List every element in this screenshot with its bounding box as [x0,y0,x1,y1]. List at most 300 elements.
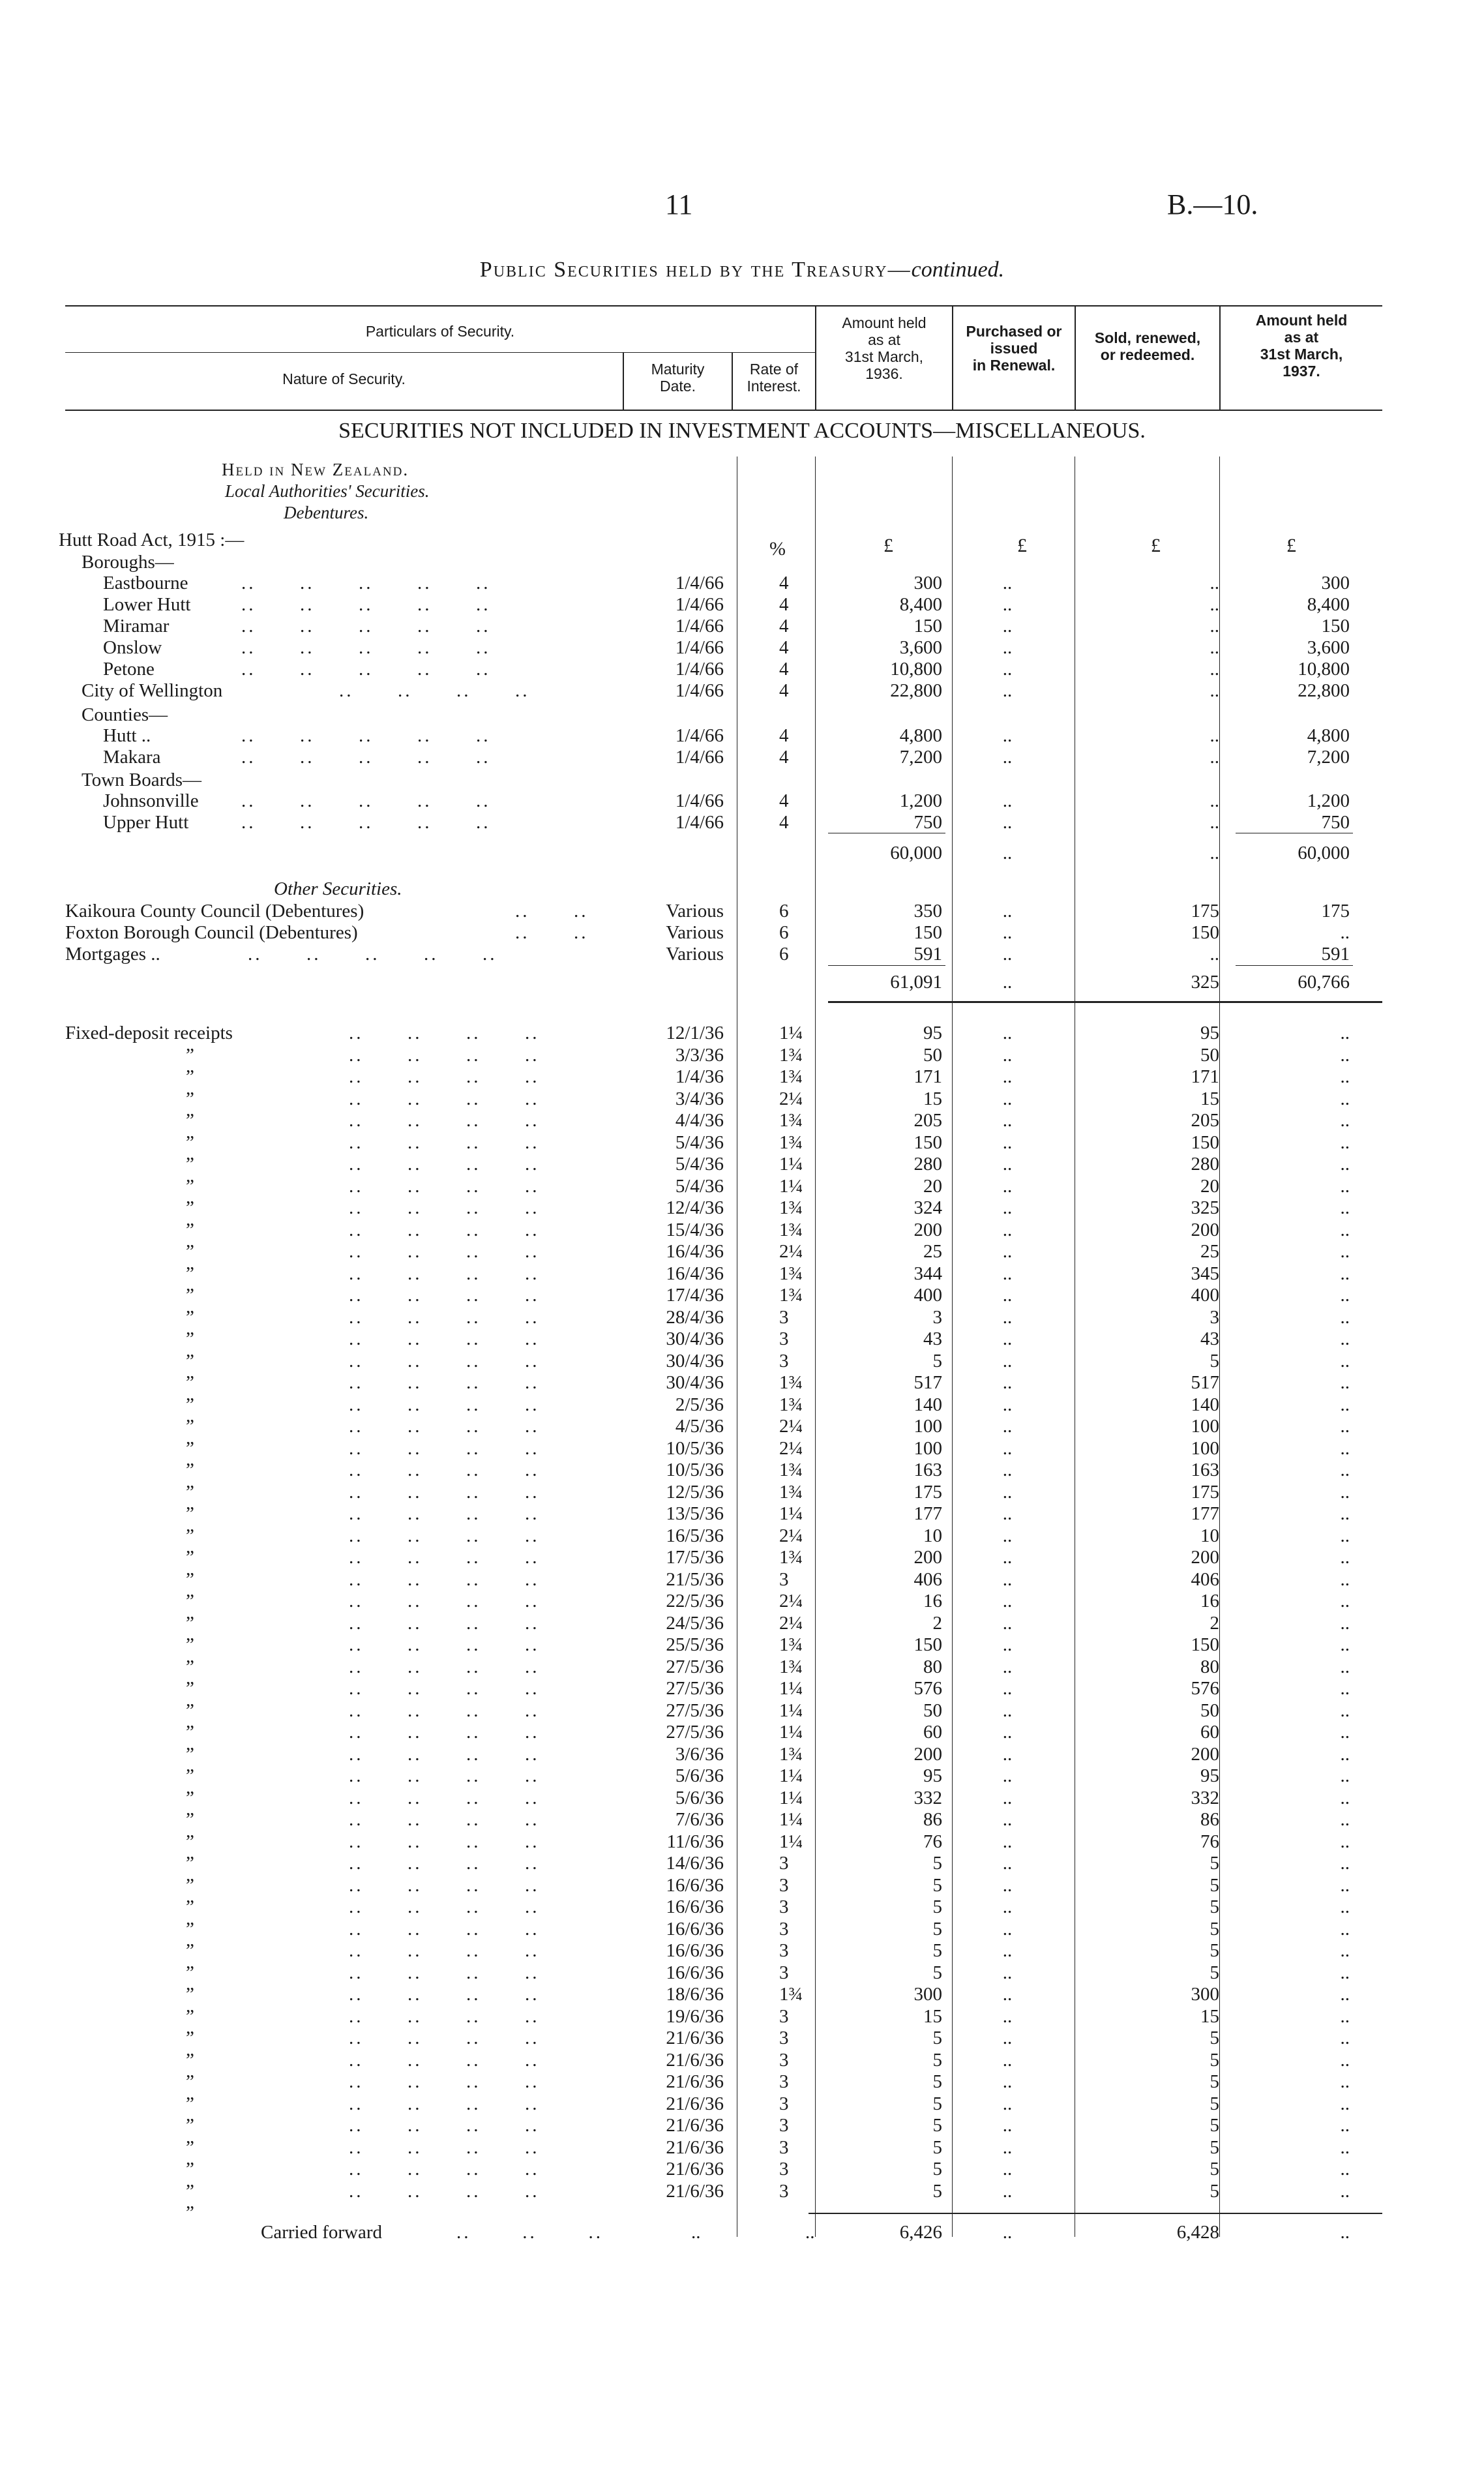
row-amount-1937: .. [1340,1831,1350,1852]
row-amount-1936: 5 [932,2181,942,2202]
row-amount-1936: 25 [923,1241,942,1262]
table-row [0,1788,1484,1809]
row-amount-1936: 8,400 [899,594,942,615]
row-purchased: .. [1002,1634,1013,1655]
row-sold: 80 [1200,1656,1219,1677]
row-amount-1937: 175 [1321,901,1350,921]
title-main: Public Securities held by the Treasury— [479,258,912,282]
leader-dots: .. .. .. .. [349,1088,540,1109]
row-purchased: .. [1002,1765,1013,1786]
leader-dots: .. .. .. .. [349,1045,540,1066]
row-sold: 406 [1191,1569,1219,1590]
row-purchased: .. [1002,1853,1013,1874]
header-mid-rule [65,352,815,353]
header-sold: Sold, renewed, or redeemed. [1094,329,1201,363]
leader-dots: .. .. .. .. [349,1197,540,1218]
table-row [0,1023,1484,1044]
row-rate: 3 [779,2071,789,2092]
subhead-held: Held in New Zealand. [222,460,409,479]
header-purchased: Purchased or issued in Renewal. [966,323,1062,374]
row-amount-1937: .. [1340,2115,1350,2136]
row-rate: 1¾ [779,1656,803,1677]
row-sold: 5 [1209,1853,1219,1874]
row-rate: 3 [779,1569,789,1590]
row-maturity: 13/5/36 [666,1503,724,1524]
row-rate: 3 [779,2181,789,2202]
leader-dots: .. .. .. .. [349,2050,540,2071]
row-sold: 205 [1191,1110,1219,1131]
row-maturity: 27/5/36 [666,1656,724,1677]
row-amount-1937: .. [1340,1394,1350,1415]
row-sold: 5 [1209,2071,1219,2092]
row-amount-1936: 1,200 [899,790,942,811]
row-sold: 5 [1209,2137,1219,2158]
leader-dots: .. .. .. .. [349,1307,540,1328]
row-amount-1936: 750 [913,812,942,833]
subtotal2-double-rule [828,1001,1382,1003]
row-amount-1936: 5 [932,1875,942,1896]
row-label: City of Wellington [82,680,223,701]
row-maturity: 16/6/36 [666,1940,724,1961]
row-purchased: .. [1002,637,1013,658]
row-maturity: 30/4/36 [666,1372,724,1393]
row-amount-1936: 150 [913,616,942,636]
leader-dots: .. .. .. .. [349,1547,540,1568]
row-amount-1937: .. [1340,1351,1350,1371]
row-purchased: .. [1002,659,1013,680]
row-sold: 95 [1200,1023,1219,1043]
row-amount-1937: .. [1340,1176,1350,1197]
row-maturity: 21/6/36 [666,2050,724,2071]
row-maturity: 3/3/36 [675,1045,724,1066]
leader-dots: .. .. .. .. [349,1023,540,1043]
row-amount-1936: 177 [913,1503,942,1524]
row-sold: 345 [1191,1263,1219,1284]
row-sold: 400 [1191,1285,1219,1306]
row-maturity: 17/5/36 [666,1547,724,1568]
row-maturity: 21/6/36 [666,2115,724,2136]
row-sold: 100 [1191,1438,1219,1459]
leader-dots: .. .. .. .. [349,1656,540,1677]
row-rate: 4 [779,725,789,746]
row-purchased: .. [1002,1351,1013,1371]
row-maturity: 21/6/36 [666,2137,724,2158]
row-rate: 1¼ [779,1788,803,1808]
leader-dots: .. .. .. .. [349,1853,540,1874]
leader-dots: .. .. .. .. [349,1940,540,1961]
leader-dots: .. .. .. .. [349,1700,540,1721]
row-purchased: .. [1002,812,1013,833]
carried-1937: .. [1340,2222,1350,2243]
subtotal1-purchased: .. [1002,843,1013,863]
ditto-mark: ” [186,1110,194,1131]
row-purchased: .. [1002,2181,1013,2202]
table-row [0,1482,1484,1503]
row-amount-1936: 163 [913,1460,942,1480]
row-label: Foxton Borough Council (Debentures) [65,922,358,943]
row-amount-1937: .. [1340,1984,1350,2005]
row-sold: 5 [1209,2181,1219,2202]
row-rate: 1¾ [779,1634,803,1655]
row-purchased: .. [1002,1263,1013,1284]
row-amount-1936: 5 [932,1940,942,1961]
subtotal2-rule-1936 [828,965,945,966]
row-purchased: .. [1002,1066,1013,1087]
table-row [0,1154,1484,1175]
row-amount-1936: 22,800 [890,680,942,701]
row-sold: 60 [1200,1722,1219,1743]
row-amount-1937: 150 [1321,616,1350,636]
row-amount-1937: .. [1340,2050,1350,2071]
row-purchased: .. [1002,1678,1013,1699]
leader-dots: .. .. .. .. [349,1831,540,1852]
ditto-mark: ” [186,2181,194,2202]
row-rate: 6 [779,944,789,965]
row-amount-1936: 43 [923,1328,942,1349]
row-amount-1936: 5 [932,2028,942,2048]
row-purchased: .. [1002,1176,1013,1197]
row-amount-1936: 95 [923,1765,942,1786]
leader-dots: .. .. .. .. [349,1678,540,1699]
leader-dots: .. .. .. .. [349,1591,540,1611]
row-amount-1936: 205 [913,1110,942,1131]
row-maturity: Various [666,922,724,943]
row-maturity: 10/5/36 [666,1438,724,1459]
row-amount-1936: 3,600 [899,637,942,658]
row-sold: 150 [1191,1132,1219,1153]
row-sold: .. [1209,790,1219,811]
row-amount-1937: .. [1340,1110,1350,1131]
table-row [0,922,1484,944]
section-heading: SECURITIES NOT INCLUDED IN INVESTMENT ACCOUNTS—MISCELLANEOUS. [338,419,1146,443]
ditto-mark: ” [186,1591,194,1611]
row-amount-1936: 4,800 [899,725,942,746]
leader-dots: .. .. .. .. .. [241,659,491,680]
subtotal1-1937: 60,000 [1298,843,1350,863]
table-row [0,659,1484,680]
row-amount-1936: 15 [923,1088,942,1109]
row-label: Makara [103,747,161,768]
row-sold: 43 [1200,1328,1219,1349]
row-purchased: .. [1002,2028,1013,2048]
table-row [0,1744,1484,1765]
row-amount-1937: .. [1340,2137,1350,2158]
header-maturity: Maturity Date. [651,361,705,395]
row-amount-1936: 5 [932,1896,942,1917]
row-maturity: 5/4/36 [675,1132,724,1153]
row-maturity: 16/5/36 [666,1525,724,1546]
row-sold: 5 [1209,2159,1219,2179]
leader-dots: .. .. .. .. .. [241,616,491,636]
row-amount-1936: 150 [913,1132,942,1153]
leader-dots: .. .. .. .. [349,1176,540,1197]
row-amount-1937: .. [1340,1066,1350,1087]
row-amount-1937: 1,200 [1307,790,1350,811]
table-row [0,1525,1484,1547]
row-sold: 25 [1200,1241,1219,1262]
row-rate: 1¼ [779,1503,803,1524]
row-amount-1936: 171 [913,1066,942,1087]
row-rate: 1¼ [779,1700,803,1721]
ditto-mark: ” [186,1066,194,1087]
row-maturity: 1/4/66 [675,659,724,680]
row-amount-1937: 591 [1321,944,1350,965]
table-row [0,637,1484,659]
row-amount-1936: 5 [932,2093,942,2114]
row-amount-1936: 5 [932,1351,942,1371]
row-rate: 3 [779,1351,789,1371]
row-rate: 1¾ [779,1045,803,1066]
row-sold: 50 [1200,1700,1219,1721]
table-row [0,2137,1484,2159]
row-purchased: .. [1002,1088,1013,1109]
pound-unit-purchased: £ [1017,535,1027,556]
row-rate: 3 [779,2137,789,2158]
row-maturity: 1/4/66 [675,637,724,658]
row-amount-1936: 576 [913,1678,942,1699]
leader-dots: .. .. .. .. [349,1765,540,1786]
page-number: 11 [665,188,693,220]
row-sold: .. [1209,944,1219,965]
row-amount-1936: 400 [913,1285,942,1306]
ditto-mark: ” [186,1328,194,1349]
row-purchased: .. [1002,1984,1013,2005]
row-sold: 5 [1209,1919,1219,1939]
row-amount-1937: 4,800 [1307,725,1350,746]
row-purchased: .. [1002,944,1013,965]
leader-dots: .. .. .. .. [349,1438,540,1459]
row-purchased: .. [1002,2050,1013,2071]
row-maturity: 21/6/36 [666,2093,724,2114]
ditto-mark: ” [186,2028,194,2048]
row-rate: 2¼ [779,1088,803,1109]
row-maturity: 16/6/36 [666,1919,724,1939]
row-maturity: 1/4/66 [675,573,724,593]
row-rate: 2¼ [779,1613,803,1634]
row-label: Mortgages .. [65,944,160,965]
row-rate: 1¾ [779,1460,803,1480]
row-rate: 4 [779,573,789,593]
row-maturity: Various [666,901,724,921]
row-rate: 1¾ [779,1197,803,1218]
ditto-mark: ” [186,1788,194,1808]
row-purchased: .. [1002,2115,1013,2136]
row-amount-1937: .. [1340,2006,1350,2027]
row-rate: 3 [779,1919,789,1939]
ditto-mark: ” [186,1875,194,1896]
row-rate: 4 [779,812,789,833]
leader-dots: .. .. .. .. [349,2159,540,2179]
row-purchased: .. [1002,594,1013,615]
row-amount-1936: 280 [913,1154,942,1175]
row-purchased: .. [1002,1132,1013,1153]
row-amount-1936: 76 [923,1831,942,1852]
row-rate: 4 [779,747,789,768]
row-maturity: 27/5/36 [666,1722,724,1743]
header-amount-1937: Amount held as at 31st March, 1937. [1255,312,1348,380]
subhead-debentures: Debentures. [284,503,369,522]
ditto-mark: ” [186,1853,194,1874]
pound-unit-1937: £ [1286,535,1296,556]
row-sold: 171 [1191,1066,1219,1087]
row-maturity: 5/4/36 [675,1154,724,1175]
row-sold: .. [1209,812,1219,833]
row-purchased: .. [1002,2071,1013,2092]
row-maturity: 5/4/36 [675,1176,724,1197]
leader-dots: .. .. .. .. [349,1525,540,1546]
row-amount-1937: .. [1340,1525,1350,1546]
row-maturity: 12/1/36 [666,1023,724,1043]
row-amount-1937: .. [1340,1722,1350,1743]
row-maturity: 11/6/36 [666,1831,724,1852]
row-amount-1936: 5 [932,2050,942,2071]
leader-dots: .. .. .. .. [339,680,530,701]
row-purchased: .. [1002,922,1013,943]
row-amount-1936: 175 [913,1482,942,1503]
row-rate: 4 [779,616,789,636]
row-rate: 1¾ [779,1482,803,1503]
row-sold: 177 [1191,1503,1219,1524]
row-amount-1937: .. [1340,922,1350,943]
row-maturity: 1/4/66 [675,616,724,636]
ditto-mark: ” [186,1765,194,1786]
leader-dots: .. .. .. .. [349,1132,540,1153]
leader-dots: .. .. .. .. [349,2115,540,2136]
row-sold: 76 [1200,1831,1219,1852]
table-row [0,1372,1484,1394]
table-row [0,1416,1484,1437]
row-rate: 4 [779,790,789,811]
table-row [0,1656,1484,1678]
row-amount-1937: .. [1340,1853,1350,1874]
row-amount-1937: .. [1340,1919,1350,1939]
row-amount-1937: .. [1340,1613,1350,1634]
row-amount-1936: 300 [913,573,942,593]
row-maturity: Various [666,944,724,965]
row-amount-1936: 5 [932,2115,942,2136]
row-amount-1936: 200 [913,1547,942,1568]
row-sold: 5 [1209,1962,1219,1983]
leader-dots: .. .. [515,922,589,943]
table-row [0,1831,1484,1853]
row-purchased: .. [1002,1547,1013,1568]
row-amount-1937: 3,600 [1307,637,1350,658]
row-amount-1937: .. [1340,1896,1350,1917]
row-maturity: 15/4/36 [666,1220,724,1240]
row-rate: 4 [779,659,789,680]
row-sold: 16 [1200,1591,1219,1611]
group-counties: Counties— [82,704,168,725]
ditto-mark: ” [186,1045,194,1066]
row-amount-1936: 100 [913,1416,942,1437]
row-amount-1937: .. [1340,2071,1350,2092]
ditto-mark: ” [186,1503,194,1524]
ditto-mark: ” [186,1613,194,1634]
row-rate: 4 [779,594,789,615]
subtotal2-purchased: .. [1002,972,1013,993]
row-purchased: .. [1002,1722,1013,1743]
row-amount-1936: 16 [923,1591,942,1611]
row-purchased: .. [1002,1503,1013,1524]
row-sold: 5 [1209,1896,1219,1917]
ditto-mark: ” [186,1634,194,1655]
ditto-mark: ” [186,2006,194,2027]
leader-dots: .. .. .. .. [349,1066,540,1087]
row-amount-1937: .. [1340,2093,1350,2114]
row-sold: 5 [1209,2115,1219,2136]
ditto-mark: ” [186,1809,194,1830]
row-rate: 1¼ [779,1176,803,1197]
table-row [0,812,1484,833]
row-amount-1937: .. [1340,1503,1350,1524]
row-rate: 4 [779,680,789,701]
row-sold: .. [1209,725,1219,746]
row-sold: 3 [1209,1307,1219,1328]
row-rate: 3 [779,2115,789,2136]
table-row [0,1722,1484,1743]
row-rate: 3 [779,2050,789,2071]
table-row [0,1678,1484,1700]
row-amount-1936: 150 [913,922,942,943]
leader-dots: .. .. .. .. [349,1220,540,1240]
carried-dots: .. .. .. [456,2222,603,2243]
row-sold: .. [1209,573,1219,593]
carried-1936: 6,426 [899,2222,942,2243]
ditto-mark: ” [186,1919,194,1939]
row-label: Hutt .. [103,725,151,746]
row-amount-1937: .. [1340,1023,1350,1043]
row-rate: 1¼ [779,1154,803,1175]
leader-dots: .. .. .. .. [349,1634,540,1655]
leader-dots: .. .. .. .. [349,1896,540,1917]
row-maturity: 28/4/36 [666,1307,724,1328]
row-maturity: 21/6/36 [666,2028,724,2048]
row-maturity: 1/4/66 [675,812,724,833]
row-rate: 1¾ [779,1547,803,1568]
leader-dots: .. .. .. .. [349,1154,540,1175]
row-sold: 200 [1191,1220,1219,1240]
row-purchased: .. [1002,1372,1013,1393]
ditto-mark: ” [186,1285,194,1306]
row-rate: 3 [779,1307,789,1328]
ditto-mark: ” [186,1525,194,1546]
row-maturity: 1/4/36 [675,1066,724,1087]
row-maturity: 1/4/66 [675,747,724,768]
row-amount-1936: 100 [913,1438,942,1459]
subtotal2-rule-1937 [1236,965,1353,966]
row-sold: 150 [1191,1634,1219,1655]
leader-dots: .. .. .. .. [349,1503,540,1524]
row-amount-1936: 50 [923,1700,942,1721]
ditto-mark: ” [186,2050,194,2071]
row-amount-1937: .. [1340,1132,1350,1153]
row-amount-1936: 300 [913,1984,942,2005]
subtotal1-sold: .. [1209,843,1219,863]
ditto-mark: ” [186,1154,194,1175]
row-purchased: .. [1002,1700,1013,1721]
table-row [0,2115,1484,2136]
group-boroughs: Boroughs— [82,552,174,573]
table-row [0,2006,1484,2028]
leader-dots: .. .. .. .. [349,1460,540,1480]
row-purchased: .. [1002,1154,1013,1175]
title-continued: continued. [911,258,1005,282]
row-amount-1937: .. [1340,1569,1350,1590]
row-purchased: .. [1002,1307,1013,1328]
table-row [0,1394,1484,1416]
row-rate: 3 [779,1896,789,1917]
row-sold: 5 [1209,1875,1219,1896]
